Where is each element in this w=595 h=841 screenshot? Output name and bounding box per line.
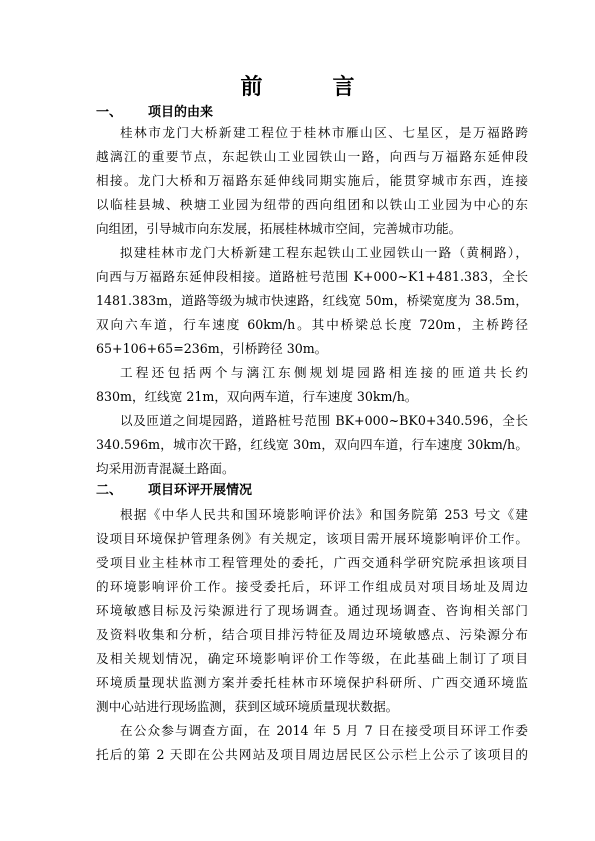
paragraph-line: 桂林市龙门大桥新建工程位于桂林市雁山区、七星区，是万福路跨 — [120, 125, 528, 140]
paragraph-line: 及相关规划情况，确定环境影响评价工作等级，在此基础上制订了项目 — [96, 651, 528, 666]
paragraph-line: 越漓江的重要节点，东起铁山工业园铁山一路，向西与万福路东延伸段 — [96, 149, 528, 164]
paragraph-line: 向西与万福路东延伸段相接。道路桩号范围 K+000~K1+481.383，全长 — [96, 269, 528, 284]
section-title: 项目的由来 — [148, 105, 214, 120]
paragraph-line: 830m，红线宽 21m，双向两车道，行车速度 30km/h。 — [96, 389, 418, 404]
paragraph-line: 托后的第 2 天即在公共网站及项目周边居民区公示栏上公示了该项目的 — [96, 747, 528, 762]
paragraph-line: 双向六车道，行车速度 60km/h。其中桥梁总长度 720m，主桥跨径 — [96, 317, 528, 332]
paragraph-line: 65+106+65=236m，引桥跨径 30m。 — [96, 341, 328, 356]
page-title: 前 言 — [240, 75, 379, 100]
paragraph-line: 设项目环境保护管理条例》有关规定，该项目需开展环境影响评价工作。 — [96, 531, 528, 546]
paragraph-line: 工程还包括两个与漓江东侧规划堤园路相连接的匝道共长约 — [120, 365, 528, 380]
section-title: 项目环评开展情况 — [148, 483, 253, 498]
paragraph-line: 在公众参与调查方面，在 2014 年 5 月 7 日在接受项目环评工作委 — [120, 723, 528, 738]
paragraph-line: 向组团，引导城市向东发展，拓展桂林城市空间，完善城市功能。 — [96, 221, 462, 236]
paragraph-line: 均采用沥青混凝土路面。 — [96, 461, 235, 476]
paragraph-line: 以临桂县城、秧塘工业园为纽带的西向组团和以铁山工业园为中心的东 — [96, 197, 528, 212]
paragraph-line: 1481.383m，道路等级为城市快速路，红线宽 50m，桥梁宽度为 38.5m， — [96, 293, 528, 308]
paragraph-line: 根据《中华人民共和国环境影响评价法》和国务院第 253 号文《建 — [120, 507, 528, 522]
paragraph-line: 环境敏感目标及污染源进行了现场调查。通过现场调查、咨询相关部门 — [96, 603, 528, 618]
paragraph-line: 拟建桂林市龙门大桥新建工程东起铁山工业园铁山一路（黄桐路）， — [120, 245, 528, 260]
section-number: 二、 — [96, 483, 123, 498]
paragraph-line: 以及匝道之间堤园路，道路桩号范围 BK+000~BK0+340.596，全长 — [120, 413, 528, 428]
paragraph-line: 及资料收集和分析，结合项目排污特征及周边环境敏感点、污染源分布 — [96, 627, 528, 642]
paragraph-line: 受项目业主桂林市工程管理处的委托，广西交通科学研究院承担该项目 — [96, 555, 528, 570]
paragraph-line: 340.596m，城市次干路，红线宽 30m，双向四车道，行车速度 30km/h。 — [96, 437, 528, 452]
paragraph-line: 环境质量现状监测方案并委托桂林市环境保护科研所、广西交通环境监 — [96, 675, 528, 690]
paragraph-line: 的环境影响评价工作。接受委托后，环评工作组成员对项目场址及周边 — [96, 579, 528, 594]
paragraph-line: 测中心站进行现场监测，获到区域环境质量现状数据。 — [96, 699, 399, 714]
paragraph-line: 相接。龙门大桥和万福路东延伸线同期实施后，能贯穿城市东西，连接 — [96, 173, 528, 188]
section-number: 一、 — [96, 105, 123, 120]
